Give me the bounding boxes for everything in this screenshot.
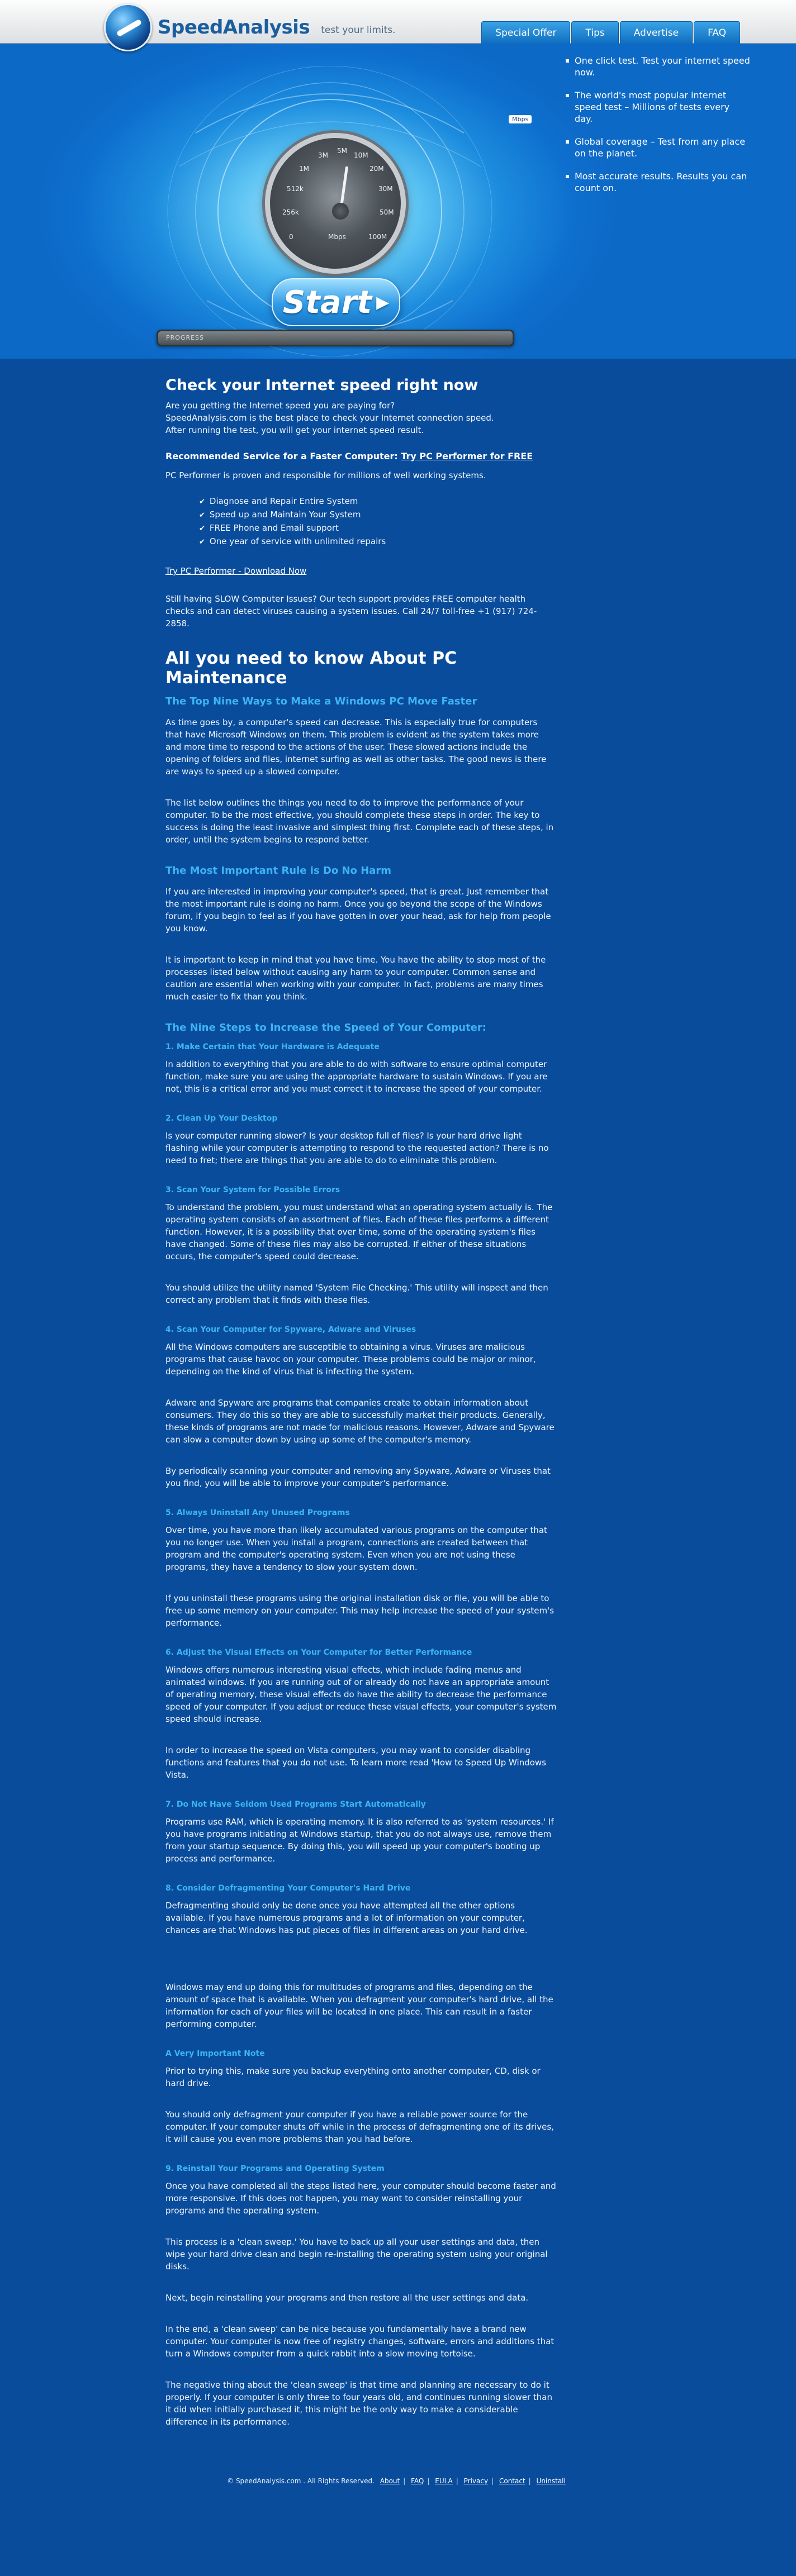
main-nav (480, 21, 740, 44)
recommended-heading (165, 451, 557, 461)
tagline: test your limits. (321, 25, 396, 36)
subheading: The Nine Steps to Increase the Speed of Your Computer: (165, 1022, 486, 1034)
step-title: 4. Scan Your Computer for Spyware, Adware and Viruses (165, 1325, 416, 1334)
unit-tag: Mbps (509, 115, 532, 123)
start-test-button[interactable] (272, 278, 400, 326)
intro-line: After running the test, you will get your internet speed result. (165, 425, 424, 435)
intro-block (165, 399, 557, 436)
site-footer: © SpeedAnalysis.com . All Rights Reserved. About | FAQ | EULA | Privacy | Contact | Uninstall (227, 2477, 566, 2485)
paragraph: Defragmenting should only be done once you have attempted all the other options available. If you have numerous programs and a lot of information on your computer, chances are that Windows has put pieces of files in different areas on your hard drive. (165, 1901, 528, 1935)
step-title: 1. Make Certain that Your Hardware is Adequate (165, 1042, 380, 1051)
feature-item: Most accurate results. Results you can count on. (566, 170, 750, 194)
paragraph: In addition to everything that you are able to do with software to ensure optimal computer function, make sure you are using the appropriate hardware to sustain Windows. If you are not, this is a critical error and you must correct it to increase the speed of your computer. (165, 1059, 548, 1094)
paragraph: You should utilize the utility named 'System File Checking.' This utility will inspect and then correct any problem that it finds with these files. (165, 1283, 548, 1305)
play-arrow-icon: ▶ (376, 292, 390, 312)
gauge-tick: 512k (287, 185, 304, 193)
footer-link-uninstall[interactable]: Uninstall (536, 2477, 566, 2485)
gauge-tick: 50M (380, 208, 394, 216)
recommended-text: PC Performer is proven and responsible for millions of well working systems. (165, 470, 486, 480)
speed-gauge (265, 133, 406, 274)
nav-special-offer[interactable]: Special Offer (481, 21, 570, 44)
gauge-hub (332, 203, 349, 220)
paragraph: To understand the problem, you must understand what an operating system actually is. The operating system consists of an assortment of files. Each of these files performs a different function. However, it is a possibility that over time, some of the operating system's files have changed. Some of these files may also be corrupted. If either of these situations occurs, the computer's speed could decrease. (165, 1202, 553, 1261)
gauge-tick: 10M (354, 151, 368, 159)
paragraph: Windows may end up doing this for multitudes of programs and files, depending on the amount of space that is available. When you defragment your computer's hard drive, all the information for each of your files will be located in one place. This can result in a faster performing computer. (165, 1982, 553, 2029)
feature-list (566, 55, 750, 205)
paragraph: In the end, a 'clean sweep' can be nice because you fundamentally have a brand new computer. Your computer is now free of registry changes, software, errors and additions that turn a Windows computer from a quick rabbit into a slow moving tortoise. (165, 2324, 555, 2359)
paragraph: Programs use RAM, which is operating memory. It is also referred to as 'system resources.' If you have programs initiating at Windows startup, that you do not always use, remove them from your startup sequence. By doing this, you will speed up your computer's booting up process and performance. (165, 1817, 554, 1864)
step-title: 8. Consider Defragmenting Your Computer's Hard Drive (165, 1884, 411, 1893)
article-title: All you need to know About PC Maintenance (165, 649, 457, 688)
copyright: © SpeedAnalysis.com . All Rights Reserved. (227, 2477, 375, 2485)
feature-item: The world's most popular internet speed test – Millions of tests every day. (566, 89, 750, 125)
step-title: 2. Clean Up Your Desktop (165, 1114, 278, 1123)
checklist-item: ✔ FREE Phone and Email support (199, 522, 557, 535)
logo-text: SpeedAnalysis (158, 16, 310, 39)
section-title: Check your Internet speed right now (165, 377, 478, 394)
footer-link-eula[interactable]: EULA (435, 2477, 453, 2485)
nav-faq[interactable]: FAQ (694, 21, 740, 44)
gauge-tick: 256k (282, 208, 299, 216)
paragraph: You should only defragment your computer if you have a reliable power source for the computer. If your computer shuts off while in the process of defragmenting one of its drives, it will cause you even more problems than you had before. (165, 2110, 554, 2144)
support-text: Still having SLOW Computer Issues? Our tech support provides FREE computer health checks and can detect viruses causing a system issues. Call 24/7 toll-free +1 (917) 724-2858. (165, 594, 537, 628)
checklist-item: ✔ Speed up and Maintain Your System (199, 508, 557, 522)
step-title: 3. Scan Your System for Possible Errors (165, 1185, 340, 1194)
gauge-tick: 0 (289, 233, 293, 241)
spacer (165, 1955, 557, 1981)
intro-line: Are you getting the Internet speed you are paying for? (165, 401, 395, 411)
gauge-tick: 20M (369, 165, 384, 173)
feature-checklist (199, 495, 557, 549)
paragraph: Windows offers numerous interesting visual effects, which include fading menus and animated windows. If you are running out of or already do not have an appropriate amount of operating memory, these visual effects do have the ability to decrease the performance speed of your computer. If you adjust or reduce these visual effects, your computer's system speed should increase. (165, 1665, 557, 1724)
paragraph: Prior to trying this, make sure you backup everything onto another computer, CD, disk or hard drive. (165, 2066, 541, 2088)
subheading: The Top Nine Ways to Make a Windows PC Move Faster (165, 696, 477, 707)
start-label: Start (282, 284, 372, 321)
speed-test-hero (0, 44, 796, 359)
subheading: The Most Important Rule is Do No Harm (165, 865, 392, 877)
gauge-tick: 3M (318, 151, 328, 159)
paragraph: Over time, you have more than likely accumulated various programs on the computer that you no longer use. When you install a program, connections are created between that program and the computer's operating system. Even when you are not using these programs, they have a tendency to slow your system down. (165, 1525, 547, 1572)
site-header (0, 0, 796, 44)
nav-tips[interactable]: Tips (571, 21, 618, 44)
feature-item: Global coverage – Test from any place on the planet. (566, 136, 750, 159)
step-title: 5. Always Uninstall Any Unused Programs (165, 1508, 350, 1517)
feature-item: One click test. Test your internet speed now. (566, 55, 750, 78)
checklist-item: ✔ Diagnose and Repair Entire System (199, 495, 557, 508)
paragraph: In order to increase the speed on Vista computers, you may want to consider disabling functions and features that you do not use. To learn more read 'How to Speed Up Windows Vista. (165, 1745, 546, 1780)
checklist-item: ✔ One year of service with unlimited repairs (199, 535, 557, 549)
footer-link-faq[interactable]: FAQ (411, 2477, 424, 2485)
gauge-unit: Mbps (328, 233, 346, 241)
paragraph: Next, begin reinstalling your programs and then restore all the user settings and data. (165, 2293, 529, 2303)
nav-advertise[interactable]: Advertise (620, 21, 693, 44)
paragraph: If you are interested in improving your computer's speed, that is great. Just remember that the most important rule is doing no harm. Once you go beyond the scope of the Windows forum, if you begin to feel as if you have gotten in over your head, ask for help from people you know. (165, 887, 551, 934)
paragraph: Once you have completed all the steps listed here, your computer should become faster and more responsive. If this does not happen, you may want to consider reinstalling your programs and the operating system. (165, 2181, 556, 2216)
progress-bar (157, 330, 514, 346)
footer-link-about[interactable]: About (380, 2477, 400, 2485)
gauge-tick: 5M (337, 147, 347, 155)
step-title: A Very Important Note (165, 2049, 265, 2058)
paragraph: This process is a 'clean sweep.' You have to back up all your user settings and data, then wipe your hard drive clean and begin re-installing the operating system using your original disks. (165, 2237, 548, 2272)
gauge-tick: 1M (299, 165, 309, 173)
main-content (165, 359, 557, 2469)
paragraph: As time goes by, a computer's speed can decrease. This is especially true for computers that have Microsoft Windows on them. This problem is evident as the system takes more and more time to respond to the actions of the user. These slowed actions include the opening of folders and files, internet surfing as well as other tasks. The good news is there are ways to speed up a slowed computer. (165, 717, 547, 777)
step-title: 9. Reinstall Your Programs and Operating System (165, 2164, 385, 2173)
progress-label: PROGRESS (166, 334, 205, 341)
intro-line: SpeedAnalysis.com is the best place to check your Internet connection speed. (165, 413, 494, 423)
step-title: 6. Adjust the Visual Effects on Your Computer for Better Performance (165, 1648, 472, 1657)
speedometer-logo-icon (104, 3, 152, 51)
gauge-tick: 30M (378, 185, 393, 193)
footer-link-privacy[interactable]: Privacy (463, 2477, 489, 2485)
paragraph: Is your computer running slower? Is your desktop full of files? Is your hard drive light flashing while your computer is attempting to respond to the requested action? There is no need to fret; there are things that you are able to do to eliminate this problem. (165, 1131, 549, 1165)
paragraph: The negative thing about the 'clean sweep' is that time and planning are necessary to do it properly. If your computer is only three to four years old, and continues running slower than it did when initially purchased it, this might be the only way to make a considerable difference in its performance. (165, 2380, 552, 2427)
download-link[interactable]: Try PC Performer - Download Now (165, 566, 307, 576)
try-pc-performer-link[interactable]: Try PC Performer for FREE (401, 451, 533, 461)
footer-link-contact[interactable]: Contact (499, 2477, 525, 2485)
recommended-prefix: Recommended Service for a Faster Computer: (165, 451, 401, 461)
paragraph: If you uninstall these programs using the original installation disk or file, you will be able to free up some memory on your computer. This may help increase the speed of your system's performance. (165, 1593, 555, 1628)
paragraph: All the Windows computers are susceptible to obtaining a virus. Viruses are malicious programs that cause havoc on your computer. These problems could be major or minor, depending on the kind of virus that is infecting the system. (165, 1342, 536, 1377)
paragraph: The list below outlines the things you need to do to improve the performance of your computer. To be the most effective, you should complete these steps in order. The key to success is doing the least invasive and simplest thing first. Complete each of these steps, in order, until the system begins to respond better. (165, 798, 554, 845)
gauge-tick: 100M (368, 233, 387, 241)
step-title: 7. Do Not Have Seldom Used Programs Start Automatically (165, 1800, 426, 1809)
paragraph: It is important to keep in mind that you have time. You have the ability to stop most of the processes listed below without causing any harm to your computer. Common sense and caution are essential when working with your computer. In fact, problems are many times much easier to fix than you think. (165, 955, 546, 1002)
paragraph: Adware and Spyware are programs that companies create to obtain information about consumers. They do this so they are able to successfully market their products. Generally, these kinds of programs are not made for malicious reasons. However, Adware and Spyware can slow a computer down by using up some of the computer's memory. (165, 1398, 555, 1445)
paragraph: By periodically scanning your computer and removing any Spyware, Adware or Viruses that you find, you will be able to improve your computer's performance. (165, 1466, 551, 1488)
